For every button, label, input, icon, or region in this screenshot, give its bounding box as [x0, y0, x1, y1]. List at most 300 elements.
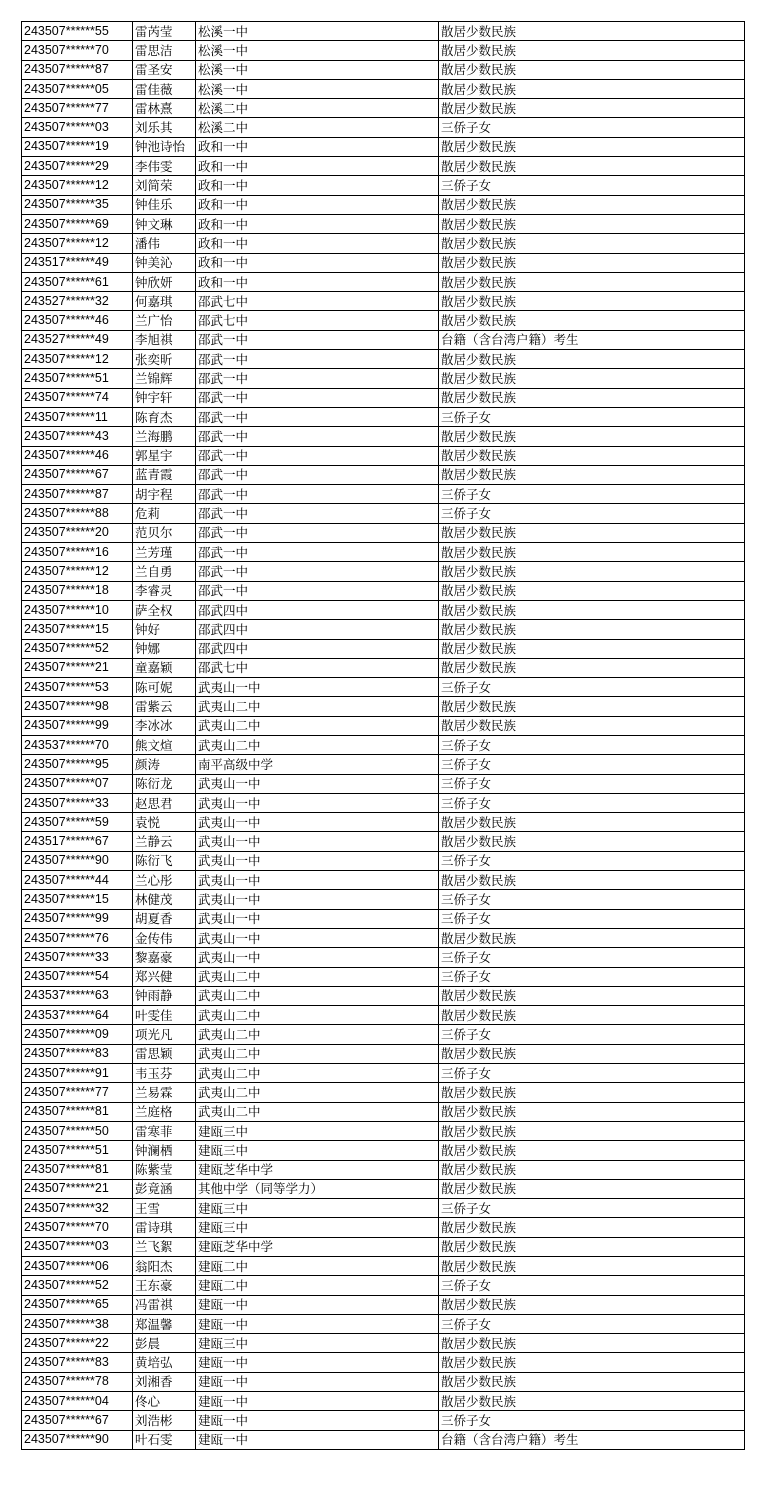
- table-row: [22, 485, 745, 504]
- school-cell: 邵武一中: [196, 465, 439, 484]
- table-row: [22, 639, 745, 658]
- name-cell: 熊文煊: [133, 735, 196, 754]
- school-cell: 邵武四中: [196, 639, 439, 658]
- exam-id-cell: 243507******38: [22, 1314, 133, 1333]
- exam-id-cell: 243507******29: [22, 157, 133, 176]
- category-cell: 散居少数民族: [439, 1257, 745, 1276]
- table-row: [22, 697, 745, 716]
- table-row: [22, 253, 745, 272]
- category-cell: 散居少数民族: [439, 832, 745, 851]
- category-cell: 散居少数民族: [439, 928, 745, 947]
- category-cell: 三侨子女: [439, 1064, 745, 1083]
- name-cell: 兰易霖: [133, 1083, 196, 1102]
- exam-id-cell: 243507******70: [22, 41, 133, 60]
- exam-id-cell: 243517******49: [22, 253, 133, 272]
- table-row: [22, 1064, 745, 1083]
- name-cell: 雷寒菲: [133, 1121, 196, 1140]
- category-cell: 散居少数民族: [439, 1044, 745, 1063]
- school-cell: 武夷山一中: [196, 928, 439, 947]
- table-row: [22, 1276, 745, 1295]
- school-cell: 邵武一中: [196, 543, 439, 562]
- category-cell: 散居少数民族: [439, 1372, 745, 1391]
- exam-id-cell: 243507******35: [22, 195, 133, 214]
- table-row: [22, 1121, 745, 1140]
- school-cell: 邵武七中: [196, 658, 439, 677]
- name-cell: 钟宇轩: [133, 388, 196, 407]
- category-cell: 散居少数民族: [439, 1353, 745, 1372]
- table-row: [22, 1179, 745, 1198]
- school-cell: 武夷山一中: [196, 793, 439, 812]
- exam-id-cell: 243507******10: [22, 600, 133, 619]
- school-cell: 建瓯芝华中学: [196, 1160, 439, 1179]
- school-cell: 武夷山二中: [196, 1102, 439, 1121]
- name-cell: 彭竟涵: [133, 1179, 196, 1198]
- school-cell: 邵武一中: [196, 407, 439, 426]
- category-cell: 散居少数民族: [439, 137, 745, 156]
- table-row: [22, 118, 745, 137]
- table-row: [22, 928, 745, 947]
- category-cell: 三侨子女: [439, 504, 745, 523]
- exam-id-cell: 243507******07: [22, 774, 133, 793]
- table-row: [22, 967, 745, 986]
- exam-id-cell: 243507******78: [22, 1372, 133, 1391]
- category-cell: 散居少数民族: [439, 1006, 745, 1025]
- table-row: [22, 407, 745, 426]
- table-row: [22, 581, 745, 600]
- table-row: [22, 1160, 745, 1179]
- exam-id-cell: 243507******44: [22, 871, 133, 890]
- exam-id-cell: 243507******67: [22, 465, 133, 484]
- school-cell: 建瓯三中: [196, 1141, 439, 1160]
- school-cell: 松溪一中: [196, 79, 439, 98]
- school-cell: 政和一中: [196, 137, 439, 156]
- exam-id-cell: 243507******04: [22, 1392, 133, 1411]
- exam-id-cell: 243507******81: [22, 1102, 133, 1121]
- table-row: [22, 272, 745, 291]
- category-cell: 散居少数民族: [439, 1237, 745, 1256]
- exam-id-cell: 243507******70: [22, 1218, 133, 1237]
- category-cell: 散居少数民族: [439, 157, 745, 176]
- name-cell: 王东豪: [133, 1276, 196, 1295]
- name-cell: 陈衍龙: [133, 774, 196, 793]
- school-cell: 建瓯一中: [196, 1314, 439, 1333]
- school-cell: 邵武四中: [196, 600, 439, 619]
- exam-id-cell: 243507******76: [22, 928, 133, 947]
- category-cell: 散居少数民族: [439, 388, 745, 407]
- name-cell: 郑兴健: [133, 967, 196, 986]
- category-cell: 三侨子女: [439, 678, 745, 697]
- name-cell: 兰海鹏: [133, 427, 196, 446]
- exam-id-cell: 243507******50: [22, 1121, 133, 1140]
- name-cell: 冯雷祺: [133, 1295, 196, 1314]
- name-cell: 钟欣妍: [133, 272, 196, 291]
- category-cell: 散居少数民族: [439, 600, 745, 619]
- exam-id-cell: 243507******99: [22, 716, 133, 735]
- category-cell: 散居少数民族: [439, 465, 745, 484]
- exam-id-cell: 243527******32: [22, 292, 133, 311]
- exam-id-cell: 243507******54: [22, 967, 133, 986]
- name-cell: 彭晨: [133, 1334, 196, 1353]
- category-cell: 三侨子女: [439, 485, 745, 504]
- category-cell: 散居少数民族: [439, 60, 745, 79]
- table-row: [22, 543, 745, 562]
- name-cell: 兰庭格: [133, 1102, 196, 1121]
- table-row: [22, 22, 745, 41]
- table-row: [22, 504, 745, 523]
- exam-id-cell: 243507******51: [22, 369, 133, 388]
- category-cell: 台籍（含台湾户籍）考生: [439, 330, 745, 349]
- category-cell: 散居少数民族: [439, 195, 745, 214]
- school-cell: 武夷山二中: [196, 986, 439, 1005]
- category-cell: 散居少数民族: [439, 523, 745, 542]
- table-row: [22, 465, 745, 484]
- table-row: [22, 1353, 745, 1372]
- exam-id-cell: 243507******21: [22, 658, 133, 677]
- exam-id-cell: 243507******09: [22, 1025, 133, 1044]
- exam-id-cell: 243507******46: [22, 311, 133, 330]
- name-cell: 叶雯佳: [133, 1006, 196, 1025]
- exam-id-cell: 243507******87: [22, 60, 133, 79]
- school-cell: 邵武一中: [196, 350, 439, 369]
- table-row: [22, 774, 745, 793]
- table-row: [22, 890, 745, 909]
- exam-id-cell: 243507******53: [22, 678, 133, 697]
- table-row: [22, 871, 745, 890]
- school-cell: 建瓯三中: [196, 1218, 439, 1237]
- table-row: [22, 948, 745, 967]
- school-cell: 建瓯一中: [196, 1295, 439, 1314]
- school-cell: 建瓯一中: [196, 1392, 439, 1411]
- school-cell: 武夷山二中: [196, 716, 439, 735]
- name-cell: 兰广怡: [133, 311, 196, 330]
- name-cell: 萨全权: [133, 600, 196, 619]
- name-cell: 钟雨静: [133, 986, 196, 1005]
- school-cell: 建瓯三中: [196, 1199, 439, 1218]
- exam-id-cell: 243507******95: [22, 755, 133, 774]
- category-cell: 散居少数民族: [439, 1295, 745, 1314]
- exam-id-cell: 243507******20: [22, 523, 133, 542]
- school-cell: 武夷山一中: [196, 678, 439, 697]
- category-cell: 散居少数民族: [439, 639, 745, 658]
- table-row: [22, 369, 745, 388]
- school-cell: 建瓯三中: [196, 1334, 439, 1353]
- table-row: [22, 523, 745, 542]
- exam-id-cell: 243507******87: [22, 485, 133, 504]
- name-cell: 林健茂: [133, 890, 196, 909]
- table-row: [22, 1006, 745, 1025]
- table-row: [22, 41, 745, 60]
- exam-id-cell: 243537******64: [22, 1006, 133, 1025]
- exam-id-cell: 243507******21: [22, 1179, 133, 1198]
- school-cell: 武夷山二中: [196, 1044, 439, 1063]
- category-cell: 散居少数民族: [439, 658, 745, 677]
- category-cell: 散居少数民族: [439, 543, 745, 562]
- category-cell: 散居少数民族: [439, 813, 745, 832]
- name-cell: 项光凡: [133, 1025, 196, 1044]
- category-cell: 三侨子女: [439, 851, 745, 870]
- school-cell: 政和一中: [196, 214, 439, 233]
- category-cell: 散居少数民族: [439, 234, 745, 253]
- name-cell: 胡宇程: [133, 485, 196, 504]
- school-cell: 邵武一中: [196, 485, 439, 504]
- category-cell: 散居少数民族: [439, 1083, 745, 1102]
- table-row: [22, 658, 745, 677]
- category-cell: 散居少数民族: [439, 446, 745, 465]
- name-cell: 何嘉琪: [133, 292, 196, 311]
- name-cell: 金传伟: [133, 928, 196, 947]
- category-cell: 散居少数民族: [439, 1179, 745, 1198]
- name-cell: 危莉: [133, 504, 196, 523]
- school-cell: 建瓯一中: [196, 1372, 439, 1391]
- name-cell: 陈可妮: [133, 678, 196, 697]
- exam-id-cell: 243517******67: [22, 832, 133, 851]
- exam-id-cell: 243507******77: [22, 99, 133, 118]
- school-cell: 武夷山一中: [196, 851, 439, 870]
- category-cell: 散居少数民族: [439, 1160, 745, 1179]
- table-row: [22, 350, 745, 369]
- table-row: [22, 755, 745, 774]
- table-row: [22, 1102, 745, 1121]
- name-cell: 刘乐其: [133, 118, 196, 137]
- table-row: [22, 678, 745, 697]
- table-row: [22, 214, 745, 233]
- name-cell: 兰芳瑾: [133, 543, 196, 562]
- name-cell: 雷佳薇: [133, 79, 196, 98]
- name-cell: 钟佳乐: [133, 195, 196, 214]
- exam-id-cell: 243507******43: [22, 427, 133, 446]
- exam-id-cell: 243507******06: [22, 1257, 133, 1276]
- name-cell: 雷诗琪: [133, 1218, 196, 1237]
- exam-id-cell: 243507******03: [22, 1237, 133, 1256]
- name-cell: 兰飞絮: [133, 1237, 196, 1256]
- school-cell: 其他中学（同等学力）: [196, 1179, 439, 1198]
- exam-id-cell: 243507******74: [22, 388, 133, 407]
- name-cell: 颜涛: [133, 755, 196, 774]
- school-cell: 建瓯二中: [196, 1257, 439, 1276]
- category-cell: 三侨子女: [439, 118, 745, 137]
- table-row: [22, 620, 745, 639]
- table-row: [22, 909, 745, 928]
- table-row: [22, 1199, 745, 1218]
- category-cell: 三侨子女: [439, 735, 745, 754]
- exam-id-cell: 243507******77: [22, 1083, 133, 1102]
- name-cell: 雷林熹: [133, 99, 196, 118]
- name-cell: 范贝尔: [133, 523, 196, 542]
- school-cell: 邵武一中: [196, 523, 439, 542]
- table-row: [22, 427, 745, 446]
- table-row: [22, 388, 745, 407]
- school-cell: 武夷山一中: [196, 890, 439, 909]
- candidate-table-body: [22, 22, 745, 1450]
- name-cell: 赵思君: [133, 793, 196, 812]
- name-cell: 李睿灵: [133, 581, 196, 600]
- table-row: [22, 600, 745, 619]
- category-cell: 三侨子女: [439, 890, 745, 909]
- category-cell: 散居少数民族: [439, 1121, 745, 1140]
- name-cell: 黎嘉豪: [133, 948, 196, 967]
- candidate-table: [21, 21, 745, 1450]
- school-cell: 建瓯芝华中学: [196, 1237, 439, 1256]
- table-row: [22, 1314, 745, 1333]
- table-row: [22, 60, 745, 79]
- exam-id-cell: 243507******33: [22, 948, 133, 967]
- exam-id-cell: 243507******67: [22, 1411, 133, 1430]
- school-cell: 建瓯一中: [196, 1411, 439, 1430]
- table-row: [22, 1334, 745, 1353]
- name-cell: 钟娜: [133, 639, 196, 658]
- exam-id-cell: 243507******18: [22, 581, 133, 600]
- name-cell: 郭星宇: [133, 446, 196, 465]
- exam-id-cell: 243537******70: [22, 735, 133, 754]
- exam-id-cell: 243507******03: [22, 118, 133, 137]
- name-cell: 雷芮莹: [133, 22, 196, 41]
- name-cell: 叶石雯: [133, 1430, 196, 1449]
- name-cell: 刘简荣: [133, 176, 196, 195]
- exam-id-cell: 243507******05: [22, 79, 133, 98]
- name-cell: 李旭祺: [133, 330, 196, 349]
- table-row: [22, 330, 745, 349]
- school-cell: 政和一中: [196, 234, 439, 253]
- name-cell: 兰心彤: [133, 871, 196, 890]
- table-row: [22, 1430, 745, 1449]
- school-cell: 武夷山一中: [196, 909, 439, 928]
- school-cell: 武夷山二中: [196, 1064, 439, 1083]
- name-cell: 张奕昕: [133, 350, 196, 369]
- exam-id-cell: 243507******83: [22, 1353, 133, 1372]
- exam-id-cell: 243527******49: [22, 330, 133, 349]
- school-cell: 南平高级中学: [196, 755, 439, 774]
- exam-id-cell: 243507******46: [22, 446, 133, 465]
- exam-id-cell: 243507******11: [22, 407, 133, 426]
- exam-id-cell: 243507******16: [22, 543, 133, 562]
- name-cell: 钟文琳: [133, 214, 196, 233]
- table-row: [22, 1295, 745, 1314]
- table-row: [22, 562, 745, 581]
- category-cell: 散居少数民族: [439, 427, 745, 446]
- table-row: [22, 157, 745, 176]
- name-cell: 郑温馨: [133, 1314, 196, 1333]
- category-cell: 散居少数民族: [439, 581, 745, 600]
- name-cell: 陈育杰: [133, 407, 196, 426]
- school-cell: 武夷山二中: [196, 697, 439, 716]
- category-cell: 台籍（含台湾户籍）考生: [439, 1430, 745, 1449]
- name-cell: 童嘉颖: [133, 658, 196, 677]
- exam-id-cell: 243507******61: [22, 272, 133, 291]
- category-cell: 散居少数民族: [439, 1334, 745, 1353]
- category-cell: 散居少数民族: [439, 99, 745, 118]
- exam-id-cell: 243507******98: [22, 697, 133, 716]
- school-cell: 邵武一中: [196, 330, 439, 349]
- name-cell: 黄培弘: [133, 1353, 196, 1372]
- table-row: [22, 986, 745, 1005]
- school-cell: 政和一中: [196, 272, 439, 291]
- category-cell: 三侨子女: [439, 967, 745, 986]
- category-cell: 三侨子女: [439, 1199, 745, 1218]
- school-cell: 武夷山一中: [196, 813, 439, 832]
- table-row: [22, 716, 745, 735]
- school-cell: 政和一中: [196, 253, 439, 272]
- school-cell: 邵武一中: [196, 581, 439, 600]
- category-cell: 三侨子女: [439, 1411, 745, 1430]
- school-cell: 建瓯三中: [196, 1121, 439, 1140]
- category-cell: 散居少数民族: [439, 311, 745, 330]
- table-row: [22, 195, 745, 214]
- table-row: [22, 137, 745, 156]
- name-cell: 胡夏香: [133, 909, 196, 928]
- exam-id-cell: 243507******81: [22, 1160, 133, 1179]
- category-cell: 散居少数民族: [439, 697, 745, 716]
- name-cell: 韦玉芬: [133, 1064, 196, 1083]
- table-row: [22, 1083, 745, 1102]
- school-cell: 邵武一中: [196, 388, 439, 407]
- exam-id-cell: 243507******22: [22, 1334, 133, 1353]
- school-cell: 邵武一中: [196, 369, 439, 388]
- school-cell: 政和一中: [196, 176, 439, 195]
- school-cell: 松溪一中: [196, 60, 439, 79]
- table-row: [22, 1237, 745, 1256]
- school-cell: 邵武一中: [196, 562, 439, 581]
- exam-id-cell: 243507******90: [22, 1430, 133, 1449]
- school-cell: 邵武七中: [196, 311, 439, 330]
- table-row: [22, 1044, 745, 1063]
- school-cell: 政和一中: [196, 195, 439, 214]
- category-cell: 散居少数民族: [439, 350, 745, 369]
- exam-id-cell: 243537******63: [22, 986, 133, 1005]
- exam-id-cell: 243507******15: [22, 890, 133, 909]
- school-cell: 武夷山一中: [196, 774, 439, 793]
- category-cell: 散居少数民族: [439, 292, 745, 311]
- exam-id-cell: 243507******88: [22, 504, 133, 523]
- name-cell: 钟池诗怡: [133, 137, 196, 156]
- table-row: [22, 851, 745, 870]
- name-cell: 钟美沁: [133, 253, 196, 272]
- category-cell: 散居少数民族: [439, 1392, 745, 1411]
- exam-id-cell: 243507******15: [22, 620, 133, 639]
- category-cell: 散居少数民族: [439, 986, 745, 1005]
- table-row: [22, 79, 745, 98]
- school-cell: 松溪二中: [196, 118, 439, 137]
- category-cell: 三侨子女: [439, 1025, 745, 1044]
- name-cell: 雷思洁: [133, 41, 196, 60]
- name-cell: 翁阳杰: [133, 1257, 196, 1276]
- category-cell: 三侨子女: [439, 948, 745, 967]
- school-cell: 松溪一中: [196, 22, 439, 41]
- category-cell: 散居少数民族: [439, 562, 745, 581]
- school-cell: 武夷山一中: [196, 832, 439, 851]
- table-row: [22, 1257, 745, 1276]
- name-cell: 雷紫云: [133, 697, 196, 716]
- exam-id-cell: 243507******51: [22, 1141, 133, 1160]
- school-cell: 建瓯二中: [196, 1276, 439, 1295]
- category-cell: 散居少数民族: [439, 79, 745, 98]
- exam-id-cell: 243507******19: [22, 137, 133, 156]
- category-cell: 散居少数民族: [439, 1141, 745, 1160]
- table-row: [22, 446, 745, 465]
- exam-id-cell: 243507******52: [22, 1276, 133, 1295]
- table-row: [22, 234, 745, 253]
- table-row: [22, 1025, 745, 1044]
- table-row: [22, 832, 745, 851]
- school-cell: 邵武一中: [196, 504, 439, 523]
- name-cell: 兰静云: [133, 832, 196, 851]
- school-cell: 武夷山二中: [196, 967, 439, 986]
- category-cell: 散居少数民族: [439, 214, 745, 233]
- name-cell: 兰自勇: [133, 562, 196, 581]
- exam-id-cell: 243507******12: [22, 562, 133, 581]
- school-cell: 武夷山二中: [196, 735, 439, 754]
- table-row: [22, 1218, 745, 1237]
- category-cell: 散居少数民族: [439, 22, 745, 41]
